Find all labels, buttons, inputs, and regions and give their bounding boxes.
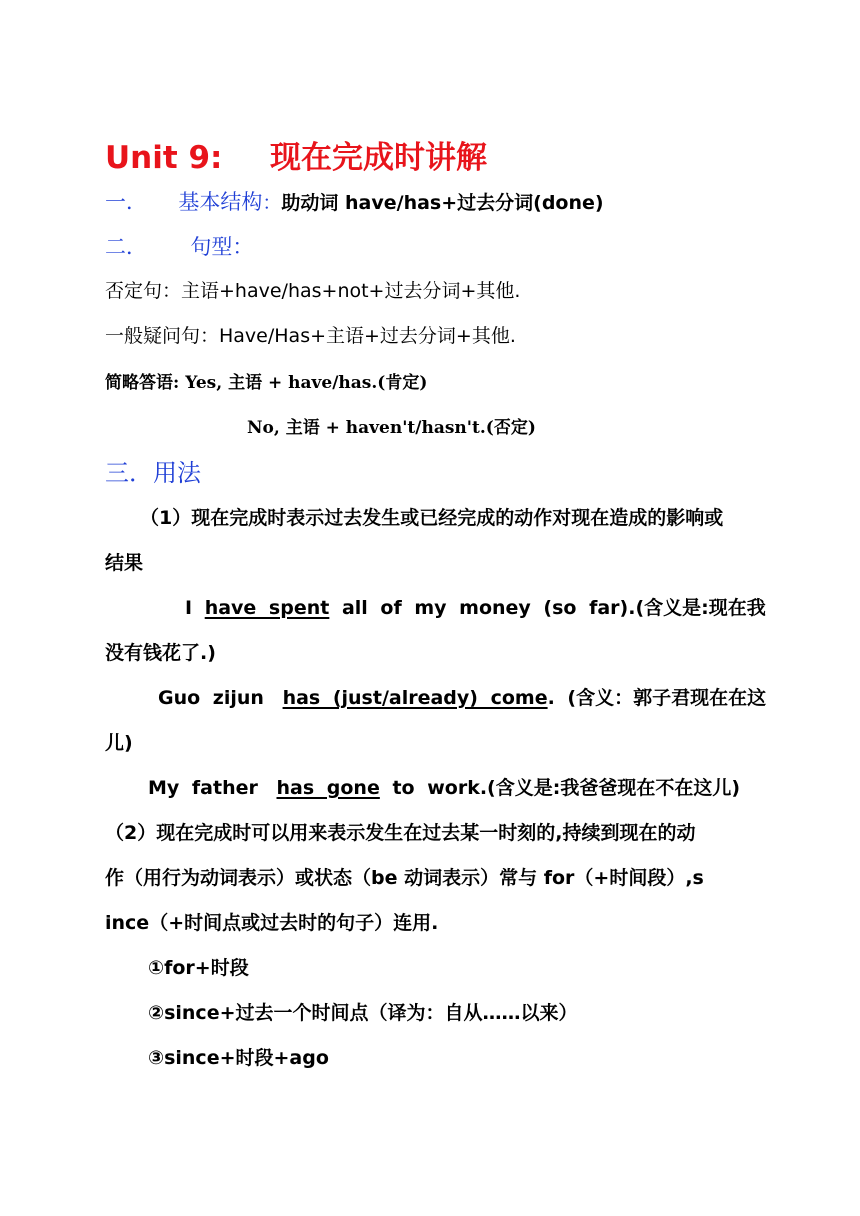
general-question: 一般疑问句：Have/Has+主语+过去分词+其他. [105, 325, 516, 347]
page-title [105, 132, 487, 177]
example-sentence-3 [148, 773, 740, 800]
section-content: 助动词 have/has+过去分词(done) [281, 192, 604, 214]
example-3-subject: My father [148, 777, 258, 799]
usage2-line1: （2）现在完成时可以用来表示发生在过去某一时刻的,持续到现在的动 [105, 822, 696, 844]
usage2-line2: 作（用行为动词表示）或状态（be 动词表示）常与 for（+时间段）,s [105, 867, 704, 889]
usage1-line2: 结果 [105, 552, 144, 574]
example-sentence-1 [185, 593, 766, 620]
example-sentence-2 [158, 683, 766, 710]
section-colon: ： [262, 192, 282, 214]
negative-sentence: 否定句：主语+have/has+not+过去分词+其他. [105, 280, 521, 302]
short-answer-yes: 简略答语: Yes, 主语 + have/has.(肯定) [105, 373, 428, 393]
section-colon: ： [232, 235, 254, 259]
example-1-rest: all of my money (so far).(含义是:现在我 [341, 597, 766, 619]
section-sentence-patterns [105, 231, 253, 261]
section-usage-heading: 三．用法 [105, 459, 201, 487]
example-3-verb: has gone [276, 777, 380, 799]
usage2-line3: ince（+时间点或过去时的句子）连用. [105, 912, 439, 934]
example-sentence-2-cont: 儿) [105, 732, 133, 754]
example-1-verb: have spent [204, 597, 330, 619]
section-number: 二． [105, 235, 147, 259]
example-3-rest: to work.(含义是:我爸爸现在不在这儿) [392, 777, 741, 799]
list-item-for: ①for+时段 [148, 957, 249, 979]
example-2-rest: . (含义：郭子君现在在这 [547, 687, 767, 709]
list-item-since-point: ②since+过去一个时间点（译为：自从……以来） [148, 1002, 578, 1024]
usage1-line1: （1）现在完成时表示过去发生或已经完成的动作对现在造成的影响或 [140, 507, 724, 529]
example-2-verb: has (just/already) come [282, 687, 548, 709]
example-1-subject: I [185, 597, 193, 619]
section-basic-structure [105, 186, 604, 216]
example-2-subject: Guo zijun [158, 687, 264, 709]
list-item-since-ago: ③since+时段+ago [148, 1047, 329, 1069]
example-sentence-1-cont: 没有钱花了.) [105, 642, 216, 664]
section-number: 一． [105, 190, 147, 214]
section-heading: 基本结构 [178, 190, 263, 214]
section-heading: 句型 [190, 235, 233, 259]
title-unit: Unit 9: [105, 140, 223, 176]
short-answer-no: No, 主语 + haven't/hasn't.(否定) [247, 418, 536, 438]
title-text: 现在完成时讲解 [270, 140, 488, 176]
